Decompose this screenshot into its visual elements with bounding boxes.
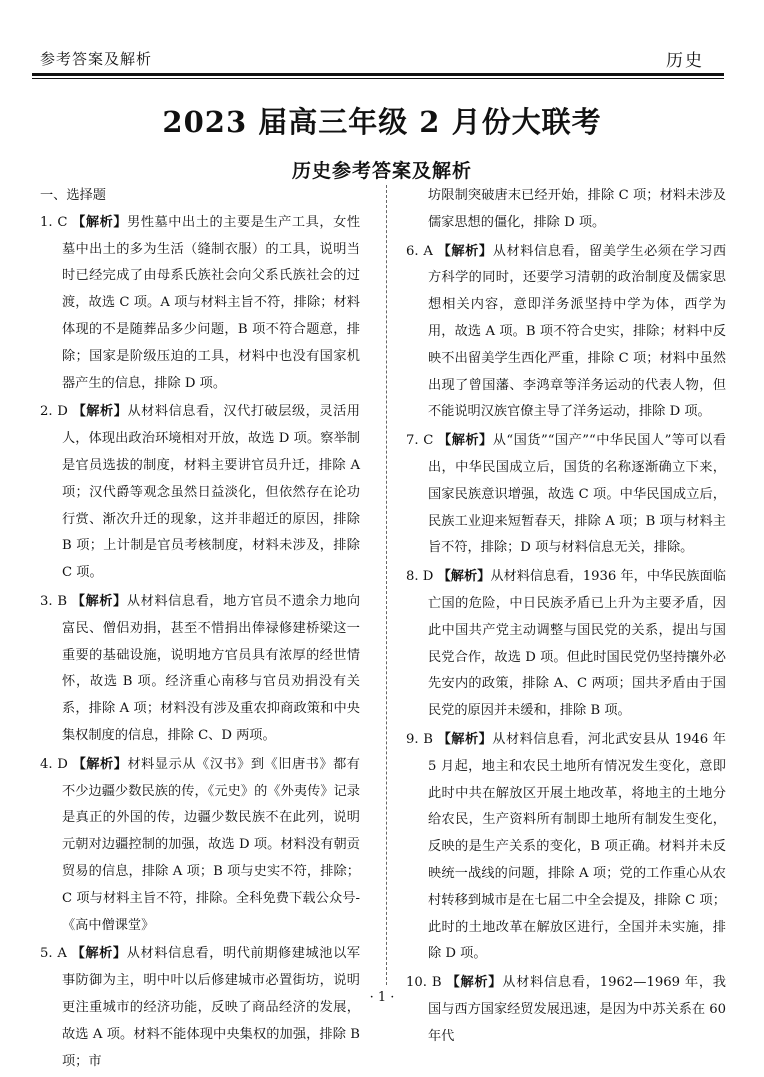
- answer-item: [406, 564, 726, 725]
- answer-paragraph: [40, 752, 360, 940]
- answer-text: 男性墓中出土的主要是生产工具，女性墓中出土的多为生活（缝制衣服）的工具，说明当时已经完成了由母系氏族社会向父系氏族社会的过渡，故选 C 项。A 项与材料主旨不符，排除；材料体现的不是随葬品多少问题，B 项不符合题意，排除；国家是阶级压迫的工具，材料中也没有国家机器产生的信息，排除 D 项。: [62, 214, 361, 391]
- analysis-tag: 【解析】: [72, 756, 128, 772]
- analysis-tag: 【解析】: [446, 975, 503, 991]
- answer-text: 从材料信息看，河北武安县从 1946 年 5 月起，地主和农民土地所有情况发生变化，意即此时中共在解放区开展土地改革，将地主的土地分给农民，生产资料所有制即土地所有制发生变化，反映的是生产关系的变化，B 项正确。材料并未反映统一战线的问题，排除 A 项；党的工作重心从农村转移到城市是在七届二中全会提及，排除 C 项；此时的土地改革在解放区进行，全国并未实施，排除 D 项。: [428, 731, 726, 962]
- right-column: [406, 183, 726, 1053]
- header-rule-thick: [32, 73, 724, 76]
- answer-text: 从材料信息看，留美学生必须在学习西方科学的同时，还要学习清朝的政治制度及儒家思想相关内容，意即洋务派坚持中学为体，西学为用，故选 A 项。B 项不符合史实，排除；材料中反映不出留美学生西化严重，排除 C 项；材料中虽然出现了曾国藩、李鸿章等洋务运动的代表人物，但不能说明汉族官僚主导了洋务运动，排除 D 项。: [428, 243, 727, 420]
- answer-item: [40, 589, 360, 750]
- analysis-tag: 【解析】: [438, 433, 493, 449]
- analysis-tag: 【解析】: [72, 404, 128, 420]
- answer-text: 从材料信息看，1962—1969 年，我国与西方国家经贸发展迅速，是因为中苏关系在 60 年代: [428, 975, 726, 1044]
- answer-number: 5. A: [40, 946, 72, 962]
- answer-item: [406, 727, 726, 968]
- right-items-list: [406, 239, 726, 1051]
- answer-number: 10. B: [406, 975, 447, 991]
- analysis-tag: 【解析】: [71, 946, 127, 962]
- answer-text: 从材料信息看，地方官员不遗余力地向富民、僧侣劝捐，甚至不惜捐出俸禄修建桥梁这一重要的基础设施，说明地方官员具有浓厚的经世情怀，故选 B 项。经济重心南移与官员劝捐没有关系，排除 A 项；材料没有涉及重农抑商政策和中央集权制度的信息，排除 C、D 两项。: [62, 593, 361, 743]
- answer-number: 3. B: [40, 593, 72, 609]
- page-number: · 1 ·: [369, 990, 395, 1005]
- answer-number: 7. C: [406, 433, 439, 449]
- left-items-list: [40, 210, 360, 1076]
- analysis-tag: 【解析】: [437, 243, 493, 259]
- answer-number: 8. D: [406, 569, 438, 585]
- answer-text: 从“国货”“国产”“中华民国人”等可以看出，中华民国成立后，国货的名称逐渐确立下来，国家民族意识增强，故选 C 项。中华民国成立后，民族工业迎来短暂春天，排除 A 项；B 项与材料主旨不符，排除；D 项与材料信息无关，排除。: [428, 433, 727, 556]
- answer-paragraph: [406, 970, 726, 1050]
- answer-text: 从材料信息看，汉代打破层级，灵活用人，体现出政治环境相对开放，故选 D 项。察举制是官员选拔的制度，材料主要讲官员升迁，排除 A 项；汉代爵等观念虽然日益淡化，但依然存在论功行赏、渐次升迁的现象，这并非超迁的原因，排除 B 项；上计制是官员考核制度，材料未涉及，排除 C 项。: [62, 404, 360, 581]
- answer-paragraph: [40, 941, 360, 1075]
- answer-number: 6. A: [406, 243, 438, 259]
- answer-item: [40, 941, 360, 1075]
- header-subject-label: 历史: [666, 51, 704, 71]
- column-divider: [386, 185, 387, 985]
- answer-number: 4. D: [40, 756, 73, 772]
- answer-paragraph: [406, 727, 726, 968]
- document-title: 2023 届高三年级 2 月份大联考: [162, 105, 602, 139]
- answer-paragraph: [40, 210, 360, 398]
- answer-item: [40, 752, 360, 940]
- answer-item: [40, 399, 360, 587]
- answer-text: 从材料信息看，1936 年，中华民族面临亡国的危险，中日民族矛盾已上升为主要矛盾，因此中国共产党主动调整与国民党的关系，提出与国民党合作，故选 D 项。但此时国民党仍坚持攘外必先安内的政策，排除 A、C 两项；国共矛盾由于国民党的原因并未缓和，排除 B 项。: [428, 569, 726, 719]
- answer-number: 1. C: [40, 214, 73, 230]
- answer-paragraph: [406, 564, 726, 725]
- analysis-tag: 【解析】: [437, 569, 491, 585]
- answer-paragraph: [40, 399, 360, 587]
- answer-text: 材料显示从《汉书》到《旧唐书》都有不少边疆少数民族的传，《元史》的《外夷传》记录是真正的外国的传，边疆少数民族不在此列，说明元朝对边疆控制的加强，故选 D 项。材料没有朝贡贸易的信息，排除 A 项；B 项与史实不符，排除；C 项与材料主旨不符，排除。全科免费下载公众号-《高中僧课堂》: [62, 756, 360, 933]
- answer-number: 9. B: [406, 731, 438, 747]
- answer-item: [406, 428, 726, 562]
- header-rule-thin: [32, 78, 724, 79]
- document-subtitle: 历史参考答案及解析: [291, 160, 472, 182]
- answer-item: [40, 210, 360, 398]
- answer-number: 2. D: [40, 404, 73, 420]
- answer-paragraph: [406, 239, 726, 427]
- answer-item: [406, 239, 726, 427]
- analysis-tag: 【解析】: [71, 593, 127, 609]
- continuation-paragraph: 坊限制突破唐末已经开始，排除 C 项；材料未涉及儒家思想的僵化，排除 D 项。: [428, 188, 726, 230]
- header-left-label: 参考答案及解析: [40, 50, 153, 68]
- section-heading: 一、选择题: [40, 188, 106, 203]
- analysis-tag: 【解析】: [437, 731, 493, 747]
- left-column: [40, 183, 360, 1077]
- answer-paragraph: [40, 589, 360, 750]
- answer-item: [406, 970, 726, 1050]
- analysis-tag: 【解析】: [72, 214, 128, 230]
- answer-paragraph: [406, 428, 726, 562]
- answer-text: 从材料信息看，明代前期修建城池以军事防御为主，明中叶以后修建城市必置街坊，说明更注重城市的经济功能，反映了商品经济的发展，故选 A 项。材料不能体现中央集权的加强，排除 B 项；市: [62, 946, 361, 1069]
